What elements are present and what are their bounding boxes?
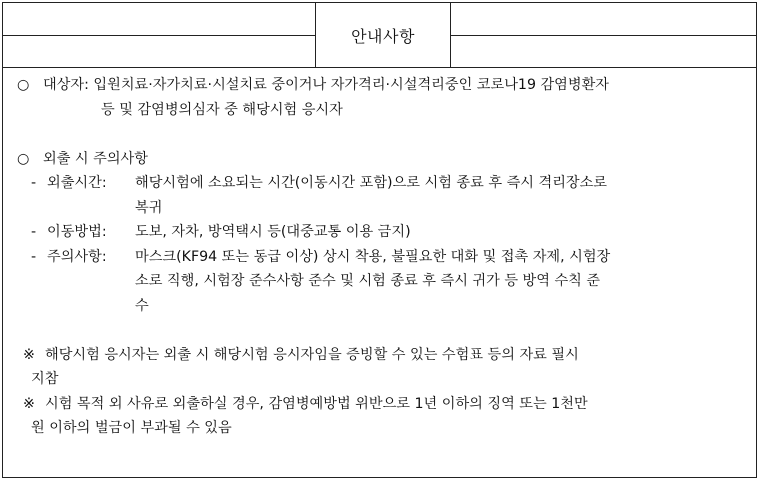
precaution-item-caution (17, 245, 753, 270)
precautions-heading-text: 외출 시 주의사항 (43, 150, 148, 167)
note-text-continued: 지참 (31, 371, 59, 387)
notice-box (2, 2, 757, 478)
header-row (3, 3, 756, 67)
precaution-item-transport (17, 220, 753, 245)
precaution-label: 외출시간: (47, 175, 107, 191)
header-left-rule (3, 35, 315, 36)
reference-mark-icon: ※ (23, 346, 35, 363)
precaution-label: 주의사항: (47, 248, 107, 265)
header-divider (3, 67, 756, 68)
target-text-line2: 등 및 감염병의심자 중 해당시험 응시자 (101, 101, 343, 118)
precaution-text-continued: 복귀 (135, 199, 163, 216)
title-box (315, 3, 451, 67)
dash-bullet: - (31, 175, 37, 191)
precaution-item-time (17, 171, 753, 196)
notice-content (17, 73, 753, 441)
precaution-text: 해당시험에 소요되는 시간(이동시간 포함)으로 시험 종료 후 즉시 격리장소로 (135, 175, 608, 191)
precaution-text: 마스크(KF94 또는 동급 이상) 상시 착용, 불필요한 대화 및 접촉 자제, 시험장 (135, 248, 611, 265)
dash-bullet: - (31, 224, 37, 240)
precaution-text: 도보, 자차, 방역택시 등(대중교통 이용 금지) (135, 224, 411, 240)
precaution-label: 이동방법: (47, 224, 107, 240)
header-right-rule (451, 35, 756, 36)
target-line (17, 73, 753, 98)
target-text-line1: 대상자: 입원치료·자가치료·시설치료 중이거나 자가격리·시설격리중인 코로나19 감염병환자 (43, 77, 610, 93)
dash-bullet: - (31, 248, 37, 265)
note-item (17, 392, 753, 417)
circle-bullet-icon: ○ (17, 150, 30, 167)
reference-mark-icon: ※ (23, 395, 35, 412)
page-title: 안내사항 (351, 26, 415, 46)
precautions-heading (17, 147, 753, 172)
circle-bullet-icon: ○ (17, 77, 30, 93)
note-text: 시험 목적 외 사유로 외출하실 경우, 감염병예방법 위반으로 1년 이하의 징역 또는 1천만 (45, 395, 588, 412)
precaution-text-continued: 수 (135, 297, 149, 314)
precaution-text-continued: 소로 직행, 시험장 준수사항 준수 및 시험 종료 후 즉시 귀가 등 방역 수칙 준 (135, 273, 601, 289)
note-item (17, 343, 753, 368)
target-line-continued (17, 98, 753, 123)
note-text: 해당시험 응시자는 외출 시 해당시험 응시자임을 증빙할 수 있는 수험표 등의 자료 필시 (45, 346, 579, 363)
note-text-continued: 원 이하의 벌금이 부과될 수 있음 (31, 420, 232, 436)
